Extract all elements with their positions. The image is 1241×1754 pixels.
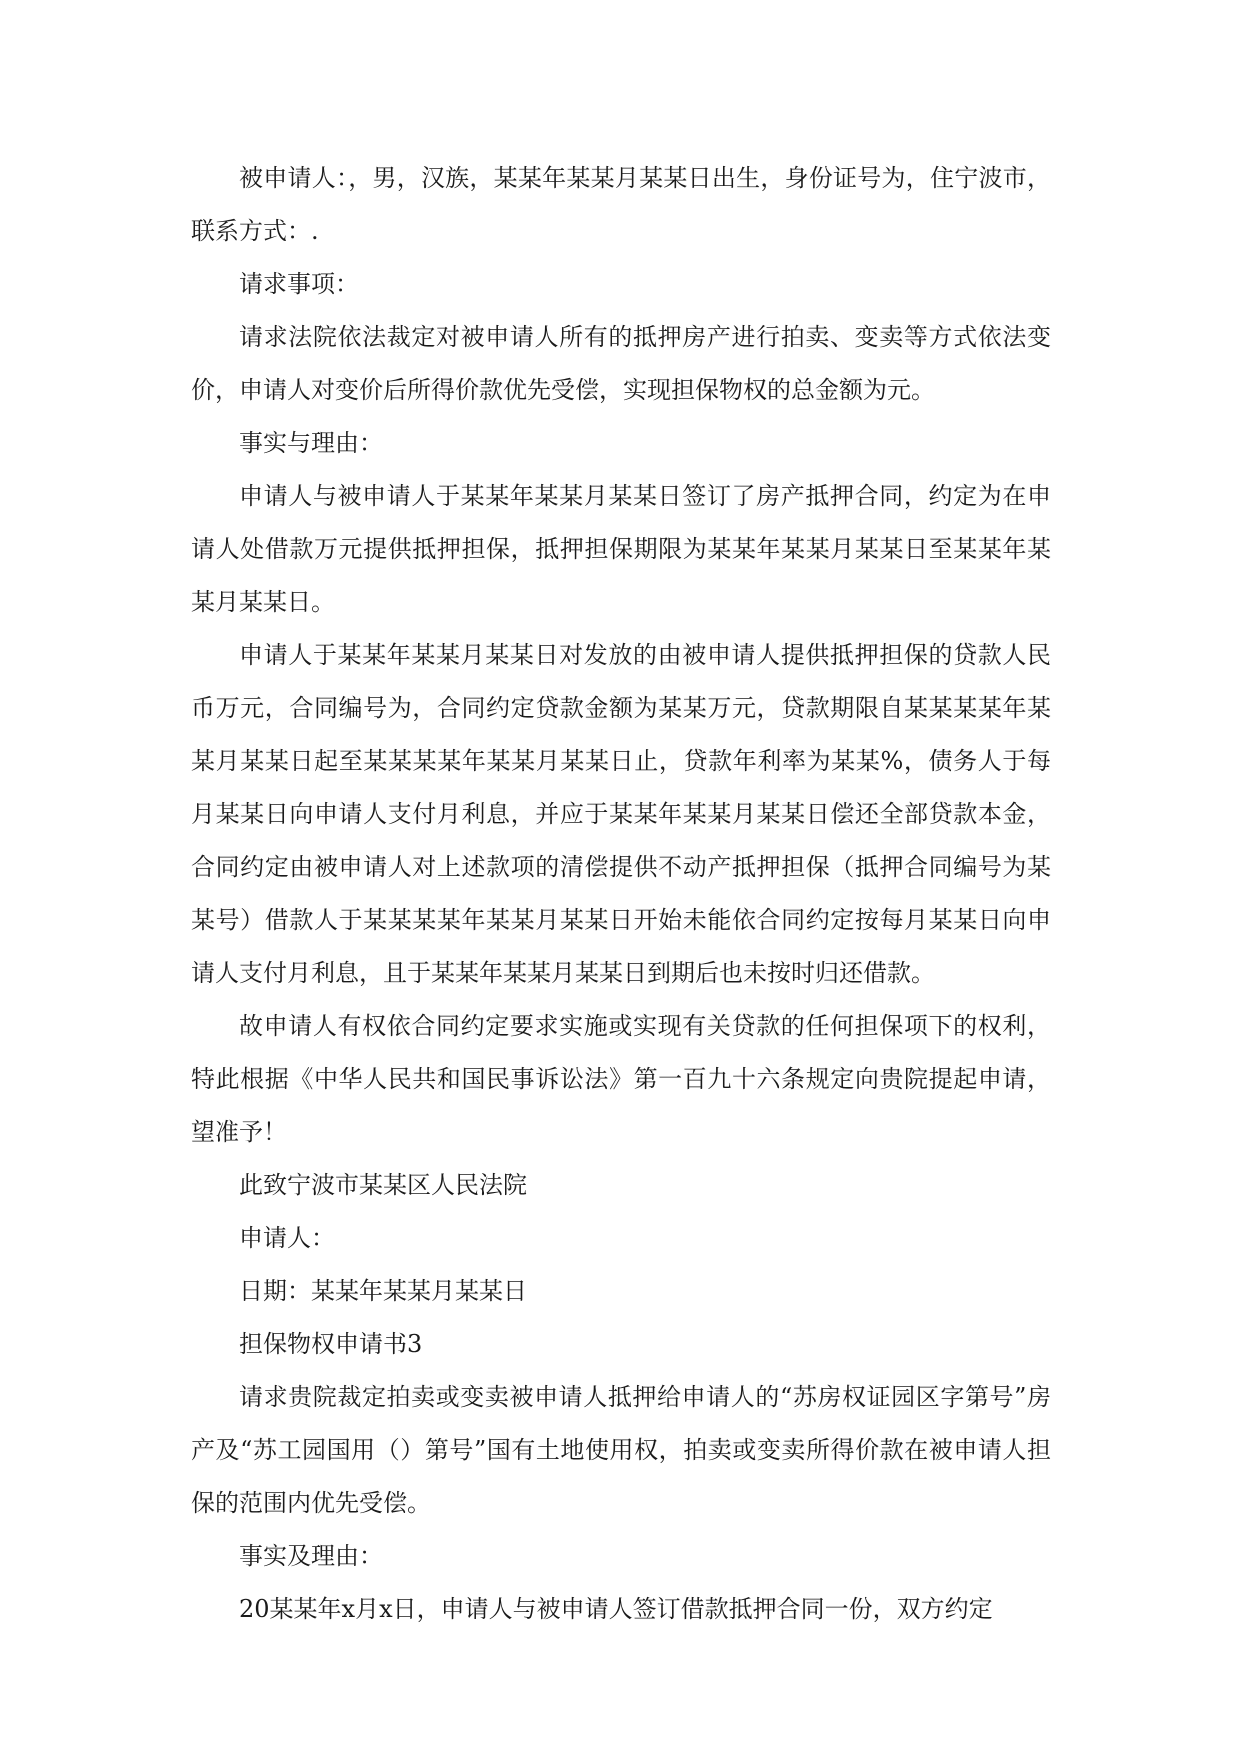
- request-paragraph-3: 请求贵院裁定拍卖或变卖被申请人抵押给申请人的“苏房权证园区字第号”房产及“苏工园国用（）第号”国有土地使用权，拍卖或变卖所得价款在被申请人担保的范围内优先受偿。: [191, 1383, 1051, 1517]
- section-title: 担保物权申请书3: [239, 1330, 423, 1358]
- applicant-line: 申请人：: [239, 1224, 335, 1252]
- facts-heading-3: 事实及理由：: [239, 1542, 383, 1570]
- date-line: 日期：某某年某某月某某日: [239, 1277, 527, 1305]
- legal-basis-paragraph: 故申请人有权依合同约定要求实施或实现有关贷款的任何担保项下的权利，特此根据《中华人民共和国民事诉讼法》第一百九十六条规定向贵院提起申请，望准予！: [191, 1012, 1051, 1146]
- document-body: [191, 152, 1051, 1636]
- request-items-paragraph: 请求法院依法裁定对被申请人所有的抵押房产进行拍卖、变卖等方式依法变价，申请人对变价后所得价款优先受偿，实现担保物权的总金额为元。: [191, 323, 1051, 404]
- mortgage-contract-paragraph: 申请人与被申请人于某某年某某月某某日签订了房产抵押合同，约定为在申请人处借款万元提供抵押担保，抵押担保期限为某某年某某月某某日至某某年某某月某某日。: [191, 482, 1051, 616]
- respondent-info-paragraph: 被申请人：，男，汉族，某某年某某月某某日出生，身份证号为，住宁波市，联系方式：.: [191, 164, 1051, 245]
- addressee-line: 此致宁波市某某区人民法院: [239, 1171, 527, 1199]
- request-items-heading: 请求事项：: [239, 270, 359, 298]
- facts-paragraph-3: 20某某年x月x日，申请人与被申请人签订借款抵押合同一份，双方约定: [239, 1595, 993, 1623]
- loan-details-paragraph: 申请人于某某年某某月某某日对发放的由被申请人提供抵押担保的贷款人民币万元，合同编号为，合同约定贷款金额为某某万元，贷款期限自某某某某年某某月某某日起至某某某某年某某月某某日止，贷款年利率为某某%，债务人于每月某某日向申请人支付月利息，并应于某某年某某月某某日偿还全部贷款本金，合同约定由被申请人对上述款项的清偿提供不动产抵押担保（抵押合同编号为某某号）借款人于某某某某年某某月某某日开始未能依合同约定按每月某某日向申请人支付月利息，且于某某年某某月某某日到期后也未按时归还借款。: [191, 641, 1051, 987]
- facts-reasons-heading: 事实与理由：: [239, 429, 383, 457]
